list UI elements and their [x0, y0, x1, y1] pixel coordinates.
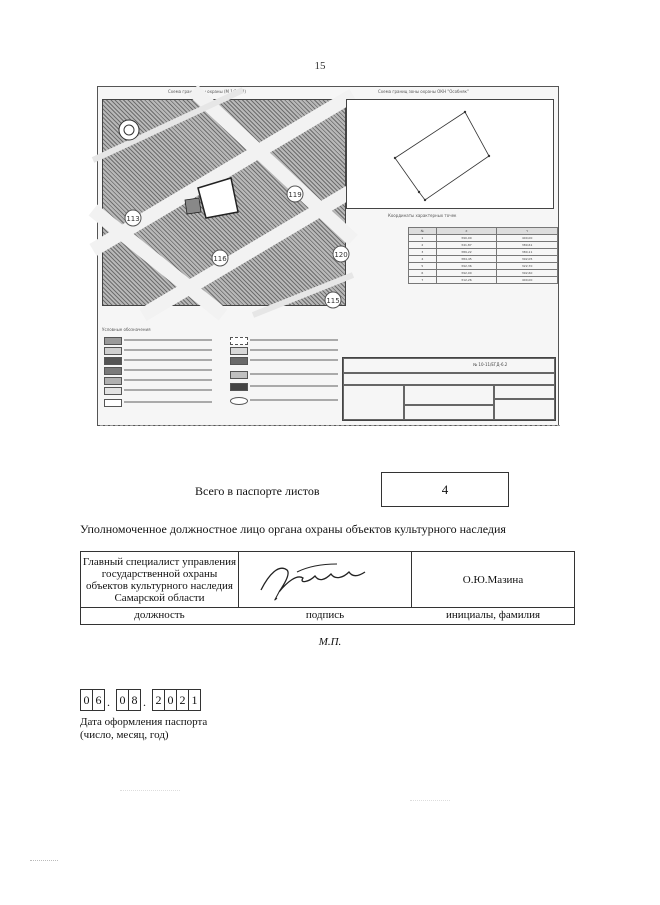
position-caption: должность: [134, 609, 185, 621]
stamp-number: № 10-11/ЕГД-6.2: [473, 362, 508, 367]
coords-cell: 392,36: [436, 263, 497, 270]
coords-header-cell: X: [436, 228, 497, 235]
block-label: 113: [126, 215, 140, 223]
coords-cell: 5: [409, 263, 437, 270]
coordinates-table: [408, 227, 558, 284]
cadastral-map: [102, 99, 346, 306]
coords-cell: 389,22: [436, 249, 497, 256]
coords-header-cell: Y: [497, 228, 558, 235]
page-number: 15: [314, 60, 326, 72]
signature-caption: подпись: [305, 609, 345, 621]
block-label: 115: [326, 297, 340, 305]
total-sheets-value: 4: [381, 472, 509, 507]
coords-cell: 389,61: [497, 242, 558, 249]
date-caption-line: Дата оформления паспорта: [80, 716, 208, 728]
coords-cell: 384,45: [436, 256, 497, 263]
plan-panel-title: Схема границ зоны охраны ОКН "Особняк": [378, 89, 469, 94]
coords-header-cell: №: [409, 228, 437, 235]
date-separator: .: [107, 695, 110, 709]
coords-cell: 390,00: [436, 235, 497, 242]
coords-cell: 380,11: [497, 249, 558, 256]
date-digit: 0: [80, 689, 93, 711]
date-caption: [80, 716, 207, 742]
boundary-plan: [346, 99, 554, 209]
initials-caption: инициалы, фамилия: [445, 609, 541, 621]
signature-cell: [239, 552, 412, 607]
coords-cell: 322,70: [497, 263, 558, 270]
signature-table-footer: [81, 607, 574, 624]
coords-cell: 3: [409, 249, 437, 256]
coords-cell: 341,87: [436, 242, 497, 249]
map-streets: [103, 100, 348, 305]
coords-cell: 392,00: [436, 270, 497, 277]
map-sheet: [97, 86, 559, 426]
date-digit: 0: [116, 689, 129, 711]
date-digit: 0: [164, 689, 177, 711]
page-divider: [100, 425, 560, 426]
official-name: О.Ю.Мазина: [462, 573, 524, 586]
block-label: 120: [334, 251, 348, 259]
coords-cell: 2: [409, 242, 437, 249]
date-digit: 8: [128, 689, 141, 711]
scan-mark: [120, 790, 180, 791]
coords-cell: 1: [409, 235, 437, 242]
block-label: 119: [288, 191, 302, 199]
coords-cell: 7: [409, 277, 437, 284]
date-separator: .: [143, 695, 146, 709]
map-panel-title: Схема границ зон охраны (М 1:2000): [168, 89, 246, 94]
scan-mark: [30, 860, 58, 861]
total-sheets-label: Всего в паспорте листов: [195, 484, 320, 498]
legend-heading: Условные обозначения: [102, 327, 151, 332]
date-digit: 2: [176, 689, 189, 711]
block-label: 116: [213, 255, 227, 263]
coords-cell: 392,60: [497, 270, 558, 277]
coords-title: Координаты характерных точек: [388, 213, 457, 218]
date-digit: 1: [188, 689, 201, 711]
coords-cell: 392,05: [497, 256, 558, 263]
date-caption-line: (число, месяц, год): [80, 729, 169, 741]
official-position: Главный специалист управления государственной охраны объектов культурного наследия Самарской области: [81, 552, 239, 607]
coords-cell: 400,00: [497, 277, 558, 284]
coords-cell: 312,26: [436, 277, 497, 284]
map-legend: [102, 327, 344, 417]
coords-cell: 400,00: [497, 235, 558, 242]
signature-mark: [239, 552, 411, 607]
date-digit: 2: [152, 689, 165, 711]
title-block-stamp: [342, 357, 556, 421]
signature-table: [80, 551, 575, 625]
coords-cell: 6: [409, 270, 437, 277]
seal-label: М.П.: [318, 636, 342, 648]
date-digit: 6: [92, 689, 105, 711]
scan-mark: [410, 800, 450, 801]
official-heading: Уполномоченное должностное лицо органа охраны объектов культурного наследия: [80, 522, 506, 536]
coords-cell: 4: [409, 256, 437, 263]
compass-icon: [119, 120, 139, 140]
